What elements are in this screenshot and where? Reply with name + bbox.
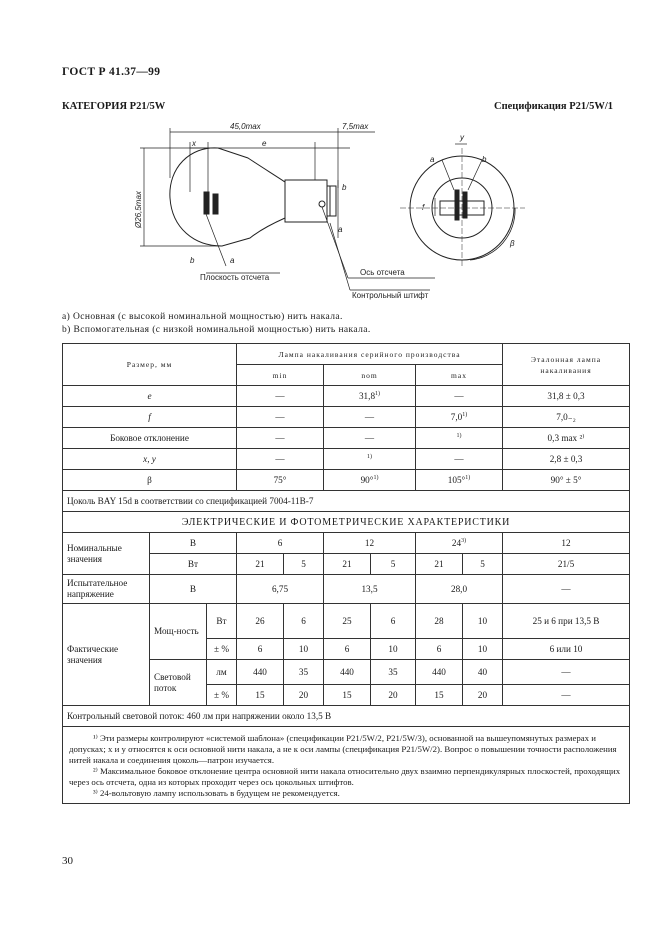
label-b-end: b — [482, 155, 487, 164]
base-note: Цоколь BAY 15d в соответствии со спецификацией 7004-11B-7 — [63, 491, 630, 512]
row-nominal-voltage: Номинальные значения В 6 12 24$^{3)}$ 12 — [63, 533, 630, 554]
row-power-pct: ± % 6 10 6 10 6 10 6 или 10 — [63, 639, 630, 660]
row-e: e — 31,8$^{1)}$ — 31,8 ± 0,3 — [63, 386, 630, 407]
col-min: min — [237, 365, 324, 386]
lamp-end-view — [400, 144, 525, 268]
size-header: Размер, мм — [63, 344, 237, 386]
page-number: 30 — [62, 855, 73, 867]
row-flux-pct: ± % 15 20 15 20 15 20 — — [63, 685, 630, 706]
lamp-side-view — [170, 148, 336, 246]
dim-y-label: y — [460, 133, 464, 142]
note-b: b) Вспомогательная (с низкой номинальной мощностью) нить накала. — [62, 325, 371, 335]
label-a-side: a — [230, 256, 235, 265]
footnote-3: ³⁾ 24-вольтовую лампу использовать в будущем не рекомендуется. — [93, 788, 340, 798]
control-flux-note: Контрольный световой поток: 460 лм при напряжении около 13,5 В — [63, 706, 630, 727]
section-title: ЭЛЕКТРИЧЕСКИЕ И ФОТОМЕТРИЧЕСКИЕ ХАРАКТЕРИСТИКИ — [63, 512, 630, 533]
filament-notes — [62, 311, 371, 337]
row-test-voltage: Испытательное напряжение В 6,75 13,5 28,0 — — [63, 575, 630, 604]
dim-e-label: e — [262, 139, 267, 148]
label-b-base: b — [342, 183, 347, 192]
specification-title: Спецификация P21/5W/1 — [493, 101, 613, 112]
standard-number: ГОСТ Р 41.37—99 — [62, 66, 161, 78]
row-xy: x, y — $^{1)}$ — 2,8 ± 0,3 — [63, 449, 630, 470]
beta-label: β — [510, 239, 515, 248]
row-nominal-power: Вт 21 5 21 5 21 5 21/5 — [63, 554, 630, 575]
dim-f-label: f — [422, 203, 425, 212]
dim-total-label: 45,0max — [230, 122, 261, 131]
dimension-lines — [140, 128, 435, 290]
label-a-base: a — [338, 225, 343, 234]
row-flux-lm: Световой поток лм 440 35 440 35 440 40 — — [63, 660, 630, 685]
row-lateral: Боковое отклонение — — $^{1)}$ 0,3 max ²⁾ — [63, 428, 630, 449]
reference-plane-label: Плоскость отсчета — [200, 273, 270, 282]
footnote-1: ¹⁾ Эти размеры контролируют «системой шаблона» (спецификации P21/5W/2, P21/5W/3), основанной на вышеупомянутых размерах и допусках; x и y относятся к оси основной нити накала, а не к оси лампы (спецификация P21/5W/2). Вопрос о повышении точности расположения нитей накала и соединения цоколь—патрон изучается. — [69, 733, 617, 765]
lamp-drawing — [130, 118, 530, 308]
row-beta: β 75° 90°$^{1)}$ 105°$^{1)}$ 90° ± 5° — [63, 470, 630, 491]
label-b-side: b — [190, 256, 195, 265]
dim-small-label: 7,5max — [342, 122, 369, 131]
row-f: f — — 7,0$^{1)}$ 7,0₋₂ — [63, 407, 630, 428]
reference-axis-label: Ось отсчета — [360, 268, 405, 277]
specification-table — [62, 343, 630, 804]
control-pin-label: Контрольный штифт — [352, 291, 429, 300]
dim-diameter-label: Ø26,5max — [134, 191, 143, 228]
row-power-w: Фактические значения Мощ-ность Вт 26 6 25 6 28 10 25 и 6 при 13,5 В — [63, 604, 630, 639]
serial-header: Лампа накаливания серийного производства — [237, 344, 503, 365]
col-nom: nom — [324, 365, 416, 386]
dim-x-label: x — [192, 139, 196, 148]
label-a-end: a — [430, 155, 435, 164]
etalon-header: Эталонная лампа накаливания — [503, 344, 630, 386]
note-a: a) Основная (с высокой номинальной мощностью) нить накала. — [62, 312, 343, 322]
col-max: max — [416, 365, 503, 386]
category-title: КАТЕГОРИЯ P21/5W — [62, 101, 166, 112]
footnotes — [63, 727, 630, 804]
footnote-2: ²⁾ Максимальное боковое отклонение центра основной нити накала относительно двух взаимно перпендикулярных плоскостей, проходящих через ось отсчета, одна из которых проходит через ось цокольных штифтов. — [69, 766, 621, 787]
